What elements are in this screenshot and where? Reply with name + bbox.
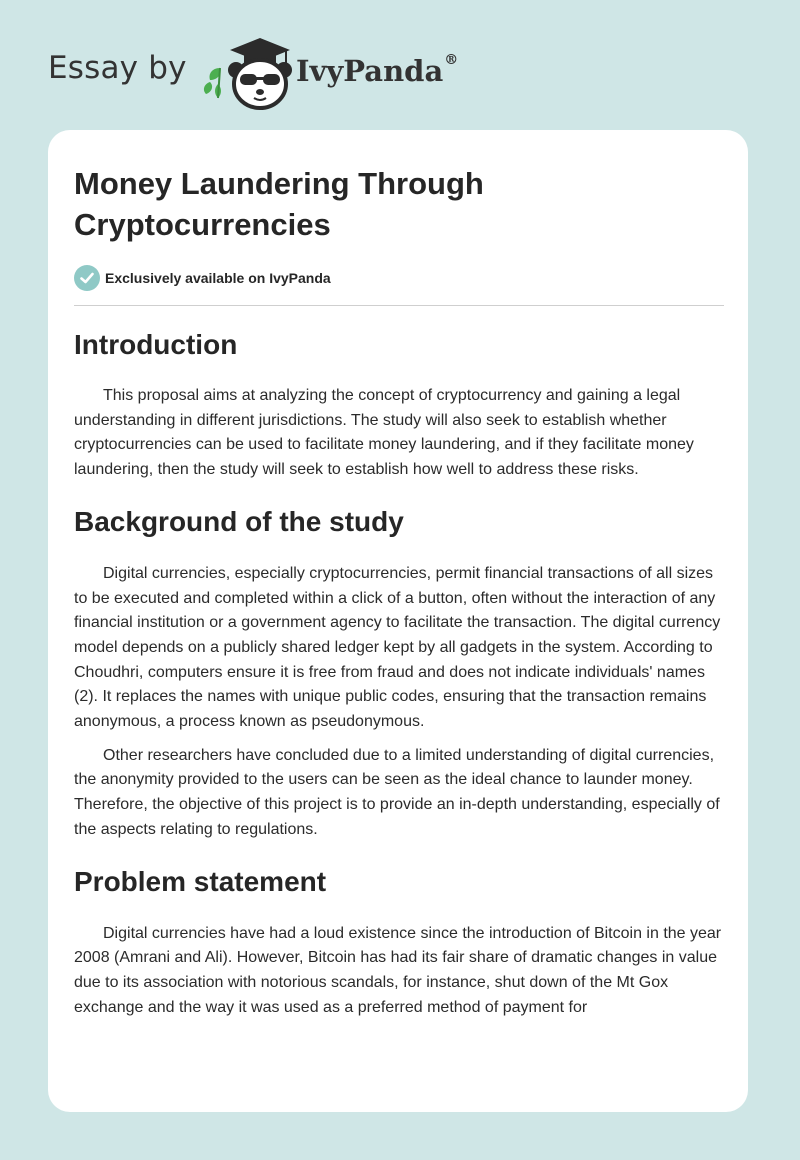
paragraph: Other researchers have concluded due to a limited understanding of digital currencies, the anonymity provided to the users can be seen as the ideal chance to launder money. Therefore, the objective of this project is to provide an in-depth understanding, especially of the aspects relating to regulations. [74, 746, 720, 838]
section-heading-background: Background of the study [74, 505, 404, 537]
registered-mark: ® [444, 52, 459, 68]
paragraph: Digital currencies, especially cryptocurrencies, permit financial transactions of all sizes to be executed and completed within a click of a button, often without the interaction of any financial institution or a government agency to facilitate the transaction. The digital currency model depends on a publicly shared ledger kept by all gadgets in the system. According to Choudhri, computers ensure it is free from fraud and does not indicate individuals' names (2). It replaces the names with unique public codes, ensuring that the transaction remains anonymous, a process known as pseudonymous. [74, 564, 721, 731]
essay-by-label: Essay by [48, 50, 187, 86]
site-header [48, 34, 748, 114]
page-title: Money Laundering Through Cryptocurrencies [74, 166, 484, 242]
brand-name[interactable] [296, 54, 458, 88]
section-heading-problem-statement: Problem statement [74, 865, 327, 897]
essay-card [48, 130, 748, 1112]
check-icon [74, 265, 100, 291]
divider [74, 305, 724, 306]
essay-content [74, 163, 724, 1020]
section-heading-introduction: Introduction [74, 329, 238, 360]
exclusive-label: Exclusively available on IvyPanda [105, 270, 331, 286]
exclusive-badge [74, 264, 724, 292]
paragraph: This proposal aims at analyzing the concept of cryptocurrency and gaining a legal understanding in different jurisdictions. The study will also seek to establish whether cryptocurrencies can be used to facilitate money laundering, and if they facilitate money laundering, then the study will seek to establish how well to address these risks. [74, 387, 694, 479]
paragraph: Digital currencies have had a loud existence since the introduction of Bitcoin in the year 2008 (Amrani and Ali). However, Bitcoin has had its fair share of dramatic changes in value due to its association with notorious scandals, for instance, shut down of the Mt Gox exchange and the way it was used as a preferred method of payment for [74, 924, 722, 1016]
ivypanda-logo-icon[interactable] [200, 34, 294, 110]
brand-name-text: IvyPanda [296, 54, 444, 88]
